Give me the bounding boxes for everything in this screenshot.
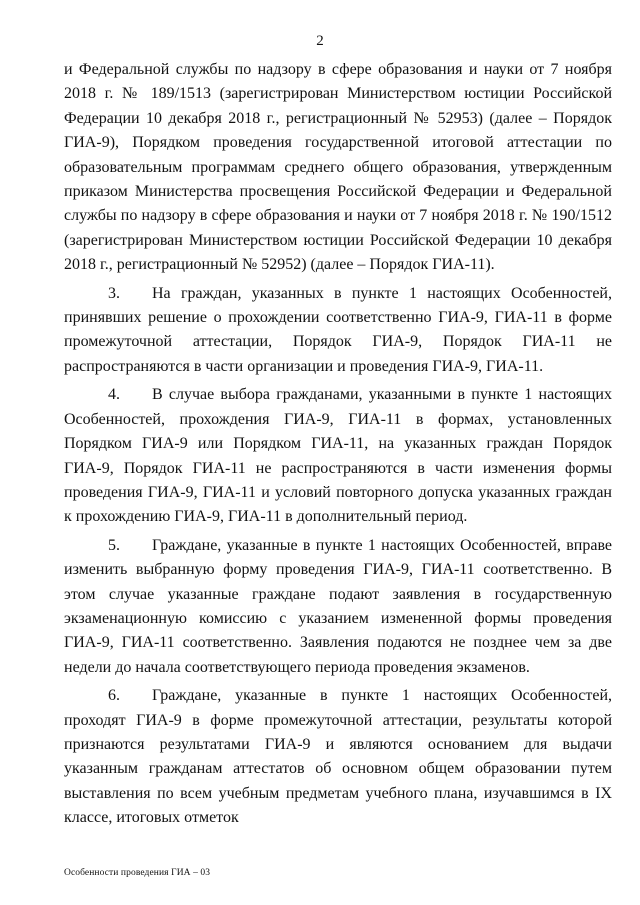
paragraph-item-4 <box>64 383 612 529</box>
paragraph-text: Граждане, указанные в пункте 1 настоящих Особенностей, вправе изменить выбранную форму проведения ГИА-9, ГИА-11 соответственно. В этом случае указанные граждане подают заявления в государственную экзаменационную комиссию с указанием измененной формы проведения ГИА-9, ГИА-11 соответственно. Заявления подаются не позднее чем за две недели до начала соответствующего периода проведения экзаменов. <box>64 536 612 676</box>
paragraph-item-3 <box>64 282 612 380</box>
paragraph-item-6 <box>64 684 612 830</box>
document-body <box>64 58 612 831</box>
paragraph-number: 4. <box>108 386 120 404</box>
paragraph-number: 3. <box>108 284 120 302</box>
paragraph-item-5 <box>64 534 612 680</box>
paragraph-text: В случае выбора гражданами, указанными в пункте 1 настоящих Особенностей, прохождения ГИА-9, ГИА-11 в формах, установленных Порядком ГИА-9 или Порядком ГИА-11, на указанных граждан Порядок ГИА-9, Порядок ГИА-11 не распространяются в части изменения формы проведения ГИА-9, ГИА-11 и условий повторного допуска указанных граждан к прохождению ГИА-9, ГИА-11 в дополнительный период. <box>64 386 612 526</box>
paragraph-number: 6. <box>108 687 120 705</box>
paragraph-text: и Федеральной службы по надзору в сфере образования и науки от 7 ноября 2018 г. № 189/1513 (зарегистрирован Министерством юстиции Российской Федерации 10 декабря 2018 г., регистрационный № 52953) (далее – Порядок ГИА-9), Порядком проведения государственной итоговой аттестации по образовательным программам среднего общего образования, утвержденным приказом Министерства просвещения Российской Федерации и Федеральной службы по надзору в сфере образования и науки от 7 ноября 2018 г. № 190/1512 (зарегистрирован Министерством юстиции Российской Федерации 10 декабря 2018 г., регистрационный № 52952) (далее – Порядок ГИА-11). <box>64 61 612 274</box>
paragraph-text: Граждане, указанные в пункте 1 настоящих Особенностей, проходят ГИА-9 в форме промежуточной аттестации, результаты которой признаются результатами ГИА-9 и являются основанием для выдачи указанным гражданам аттестатов об основном общем образовании путем выставления по всем учебным предметам учебного плана, изучавшимся в IX классе, итоговых отметок <box>64 687 612 827</box>
footer-document-label: Особенности проведения ГИА – 03 <box>64 868 211 878</box>
paragraph-continuation <box>64 58 612 278</box>
paragraph-text: На граждан, указанных в пункте 1 настоящих Особенностей, принявших решение о прохождении соответственно ГИА-9, ГИА-11 в форме промежуточной аттестации, Порядок ГИА-9, Порядок ГИА-11 не распространяются в части организации и проведения ГИА-9, ГИА-11. <box>64 284 612 375</box>
page-number: 2 <box>316 33 324 49</box>
paragraph-number: 5. <box>108 536 120 554</box>
